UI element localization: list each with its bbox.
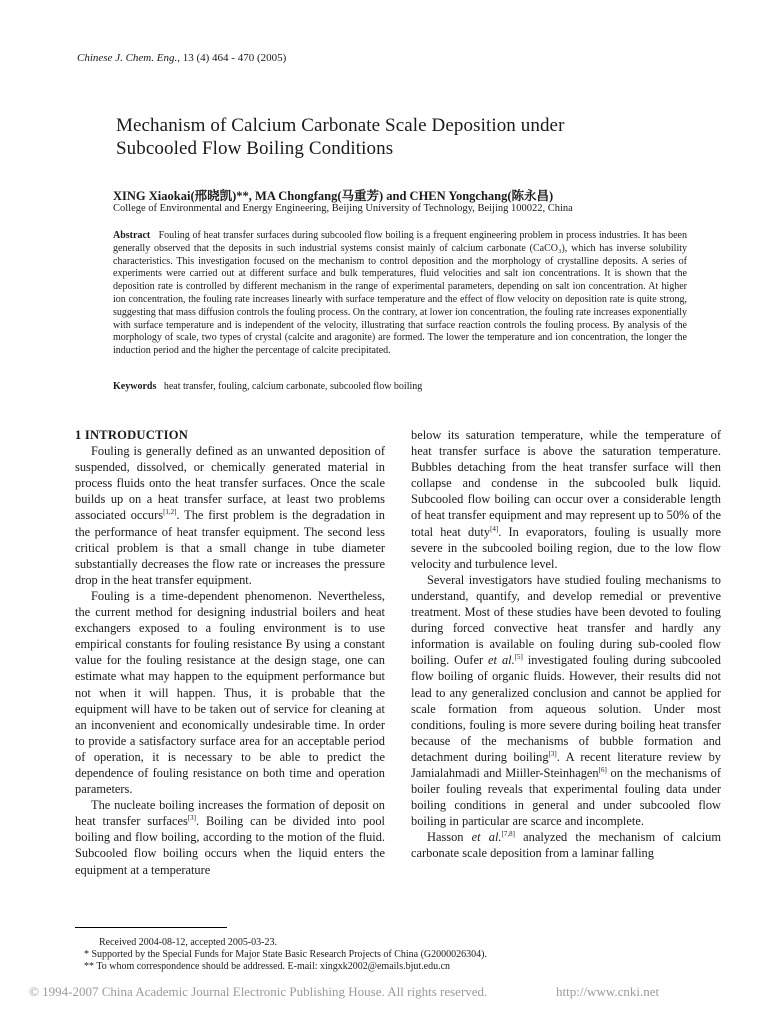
paragraph-text: Fouling is generally defined as an unwanted deposition of suspended, dissolved, or chemically generated material in process fluids onto the heat transfer surfaces. Once the scale builds up on a heat transfer surface, at least two problems associated occurs	[75, 444, 385, 523]
paragraph-text: analyzed the mechanism of calcium carbonate scale deposition from a laminar falling	[411, 830, 721, 861]
footnote-correspondence: ** To whom correspondence should be addressed. E-mail: xingxk2002@emails.bjut.edu.cn	[84, 961, 451, 972]
footer-url: http://www.cnki.net	[556, 984, 660, 999]
title-line-1: Mechanism of Calcium Carbonate Scale Deposition under	[116, 115, 565, 136]
keywords	[113, 381, 422, 392]
author-list: XING Xiaokai(邢晓凯)**, MA Chongfang(马重芳) and CHEN Yongchang(陈永昌)	[113, 189, 554, 203]
abstract-label: Abstract	[113, 230, 151, 241]
paragraph-text: . The first problem is the degradation in the performance of heat transfer equipment. The second less critical problem is that a small change in tube diameter substantially decreases the flow rate or increases the pressure drop in the heat transfer equipment.	[75, 508, 385, 587]
journal-abbrev: Chinese J. Chem. Eng.	[77, 52, 178, 64]
paragraph-text: . A recent literature review by Jamialahmadi and Miiller-Steinhagen	[411, 749, 722, 780]
page-footer	[29, 984, 749, 1000]
paragraph	[75, 797, 385, 877]
paragraph-text: . Boiling can be divided into pool boiling and flow boiling, according to the motion of the fluid. Subcooled flow boiling occurs when the liquid enters the equipment at a temperature	[75, 814, 385, 877]
right-column	[411, 427, 721, 862]
paragraph: Fouling is a time-dependent phenomenon. Nevertheless, the current method for designing industrial boilers and heat exchangers exposed to a fouling environment is to use empirical constants for fouling resistance By using a constant value for the fouling resistance at the design stage, one can estimate what may happen to the equipment performance but not when it will happen. Thus, it is probable that the equipment will have to be taken out of service for cleaning at an inconvenient and economically undesirable time. In order to provide a satisfactory surface area for an acceptable period of operation, it is necessary to be able to predict the dependence of fouling resistance on both time and operation parameters.	[75, 588, 385, 797]
paragraph	[411, 829, 721, 861]
section-heading: 1 INTRODUCTION	[75, 428, 189, 442]
copyright-notice: © 1994-2007 China Academic Journal Electronic Publishing House. All rights reserved.	[29, 984, 488, 999]
paragraph-text: The nucleate boiling increases the formation of deposit on heat transfer surfaces	[75, 798, 385, 829]
citation-ref: [3]	[187, 814, 197, 823]
left-column	[75, 427, 385, 878]
citation-ref: [6]	[598, 765, 607, 774]
footnote-divider	[75, 927, 227, 928]
affiliation: College of Environmental and Energy Engineering, Beijing University of Technology, Beijing 100022, China	[113, 203, 573, 214]
et-al: et al.	[471, 830, 502, 845]
citation-ref: [5]	[514, 653, 523, 662]
abstract	[113, 230, 687, 358]
paragraph-text: Hasson	[427, 830, 472, 845]
citation-ref: [4]	[490, 524, 499, 533]
keywords-label: Keywords	[113, 381, 157, 392]
abstract-text: Fouling of heat transfer surfaces during subcooled flow boiling is a frequent engineering problem in process industries. It has been generally observed that the deposits in such industrial systems consist mainly of calcium carbonate (CaCO₃), which has inverse solubility characteristics. This investigation focused on the mechanism to control deposition and the morphology of crystalline deposits. A series of experiments were carried out at different surface and bulk temperatures, fluid velocities and salt ion concentrations. It is shown that the deposition rate is controlled by different mechanism in the range of experimental parameters, depending on salt ion concentration. At higher ion concentration, the fouling rate increases linearly with surface temperature and the effect of flow velocity on deposition rate is quite strong, suggesting that mass diffusion controls the fouling process. On the contrary, at lower ion concentration, the fouling rate increases exponentially with surface temperature and is independent of the velocity, illustrating that surface reaction controls the fouling process. By analysis of the morphology of scale, two types of crystal (calcite and aragonite) are formed. The lower the temperature and ion concentration, the longer the induction period and the higher the percentage of calcite precipitated.	[113, 230, 687, 357]
footnote-received: Received 2004-08-12, accepted 2005-03-23.	[99, 937, 277, 948]
paragraph	[411, 427, 721, 572]
citation-ref: [1,2]	[163, 508, 177, 517]
paper-title	[116, 114, 716, 160]
footnote-support: * Supported by the Special Funds for Major State Basic Research Projects of China (G2000026304).	[84, 949, 487, 960]
et-al: et al.	[488, 653, 515, 668]
journal-volume-pages: , 13 (4) 464 - 470 (2005)	[177, 52, 287, 64]
paragraph	[75, 443, 385, 588]
citation-ref: [3]	[548, 749, 557, 758]
paragraph-text: below its saturation temperature, while the temperature of heat transfer surface is above the saturation temperature. Bubbles detaching from the heat transfer surface will then collapse and condense in the subcooled bulk liquid. Subcooled flow boiling can occur over a considerable length of heat transfer equipment and may represent up to 50% of the total heat duty	[411, 428, 722, 539]
paragraph-text: investigated fouling during subcooled flow boiling of organic fluids. However, their results did not lead to any generalized conclusion and cannot be applied for scale formation from aqueous solution. Under most conditions, fouling is more severe during boiling heat transfer because of the mechanisms of bubble formation and detachment during boiling	[411, 653, 721, 764]
paragraph-text: on the mechanisms of boiler fouling reveals that experimental fouling data under boiling conditions in general and under subcooled flow boiling in particular are scarce and incomplete.	[411, 765, 721, 829]
paragraph-text: Several investigators have studied fouling mechanisms to understand, quantify, and develop remedial or preventive treatment. Most of these studies have been devoted to fouling during forced convective heat transfer and hardly any information is available on fouling during sub-cooled flow boiling. Oufer	[411, 572, 721, 668]
paragraph-text: . In evaporators, fouling is usually more severe in the subcooled boiling region, due to the low flow velocity and turbulence level.	[411, 524, 721, 571]
paragraph	[411, 572, 721, 830]
title-line-2: Subcooled Flow Boiling Conditions	[116, 138, 394, 159]
journal-citation	[77, 52, 286, 64]
keywords-text: heat transfer, fouling, calcium carbonate, subcooled flow boiling	[163, 381, 423, 392]
citation-ref: [7,8]	[501, 830, 515, 839]
